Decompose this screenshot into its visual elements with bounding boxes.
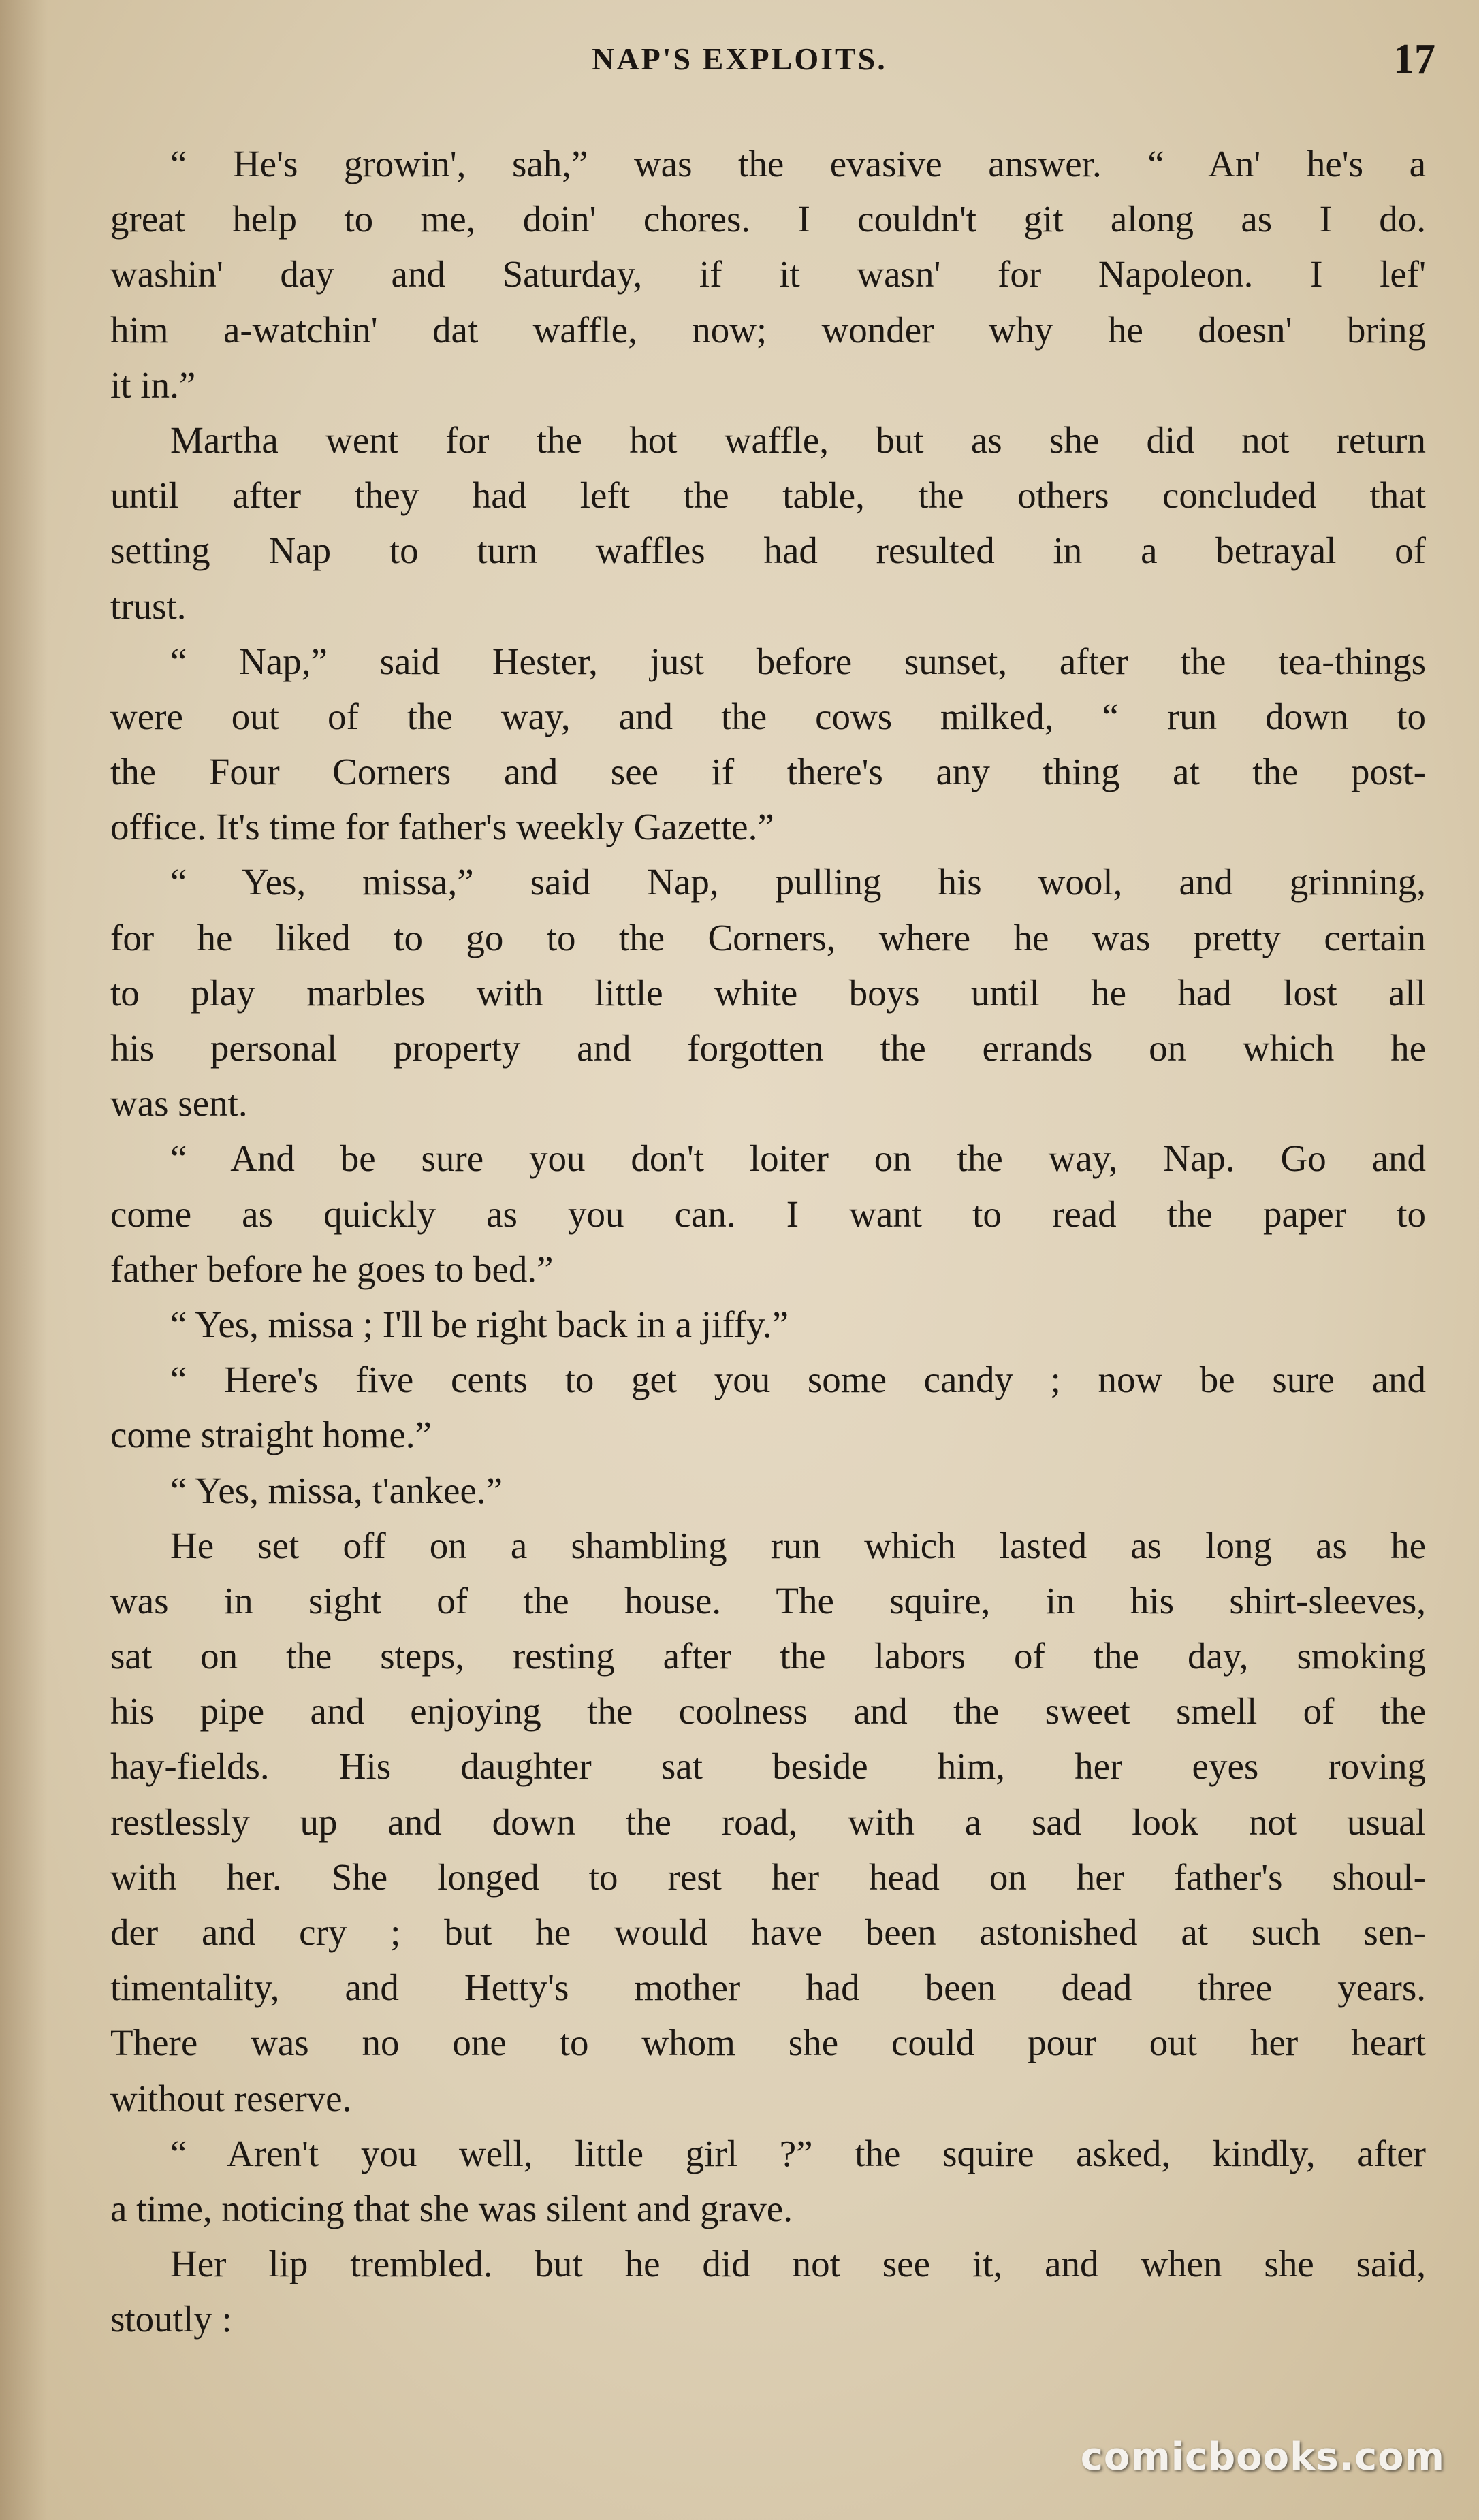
text-line: a time, noticing that she was silent and grave.	[110, 2187, 793, 2229]
text-line: stoutly :	[110, 2298, 232, 2340]
text-line: setting Nap to turn waffles had resulted in a betrayal of	[110, 530, 1426, 572]
text-line: his personal property and forgotten the errands on which he	[110, 1027, 1426, 1069]
text-line: until after they had left the table, the others concluded that	[110, 474, 1426, 517]
text-line: timentality, and Hetty's mother had been dead three years.	[110, 1967, 1426, 2009]
text-line: “ Nap,” said Hester, just before sunset, after the tea-things	[170, 640, 1426, 682]
text-line: with her. She longed to rest her head on her father's shoul-	[110, 1856, 1426, 1898]
text-line: restlessly up and down the road, with a sad look not usual	[110, 1800, 1426, 1843]
text-line: “ Yes, missa ; I'll be right back in a jiffy.”	[170, 1303, 789, 1345]
text-line: “ Yes, missa,” said Nap, pulling his wool, and grinning,	[170, 861, 1426, 903]
text-line: He set off on a shambling run which lasted as long as he	[170, 1524, 1426, 1566]
text-line: office. It's time for father's weekly Gazette.”	[110, 806, 774, 848]
text-line: to play marbles with little white boys until he had lost all	[110, 971, 1426, 1014]
text-line: trust.	[110, 585, 187, 627]
text-line: for he liked to go to the Corners, where he was pretty certain	[110, 916, 1426, 958]
text-line: his pipe and enjoying the coolness and the sweet smell of the	[110, 1690, 1426, 1732]
running-title: NAP'S EXPLOITS.	[592, 42, 887, 76]
text-line: it in.”	[110, 364, 196, 406]
page-number: 17	[1393, 36, 1435, 82]
text-line: was in sight of the house. The squire, in his shirt-sleeves,	[110, 1579, 1426, 1621]
text-line: “ Aren't you well, little girl ?” the squire asked, kindly, after	[170, 2132, 1426, 2174]
text-line: come as quickly as you can. I want to read the paper to	[110, 1193, 1426, 1235]
text-line: Martha went for the hot waffle, but as she did not return	[170, 419, 1426, 461]
text-line: “ Here's five cents to get you some candy ; now be sure and	[170, 1359, 1426, 1401]
text-line: him a-watchin' dat waffle, now; wonder why he doesn' bring	[110, 308, 1426, 351]
watermark: comicbooks.com	[1080, 2435, 1445, 2479]
text-line: der and cry ; but he would have been astonished at such sen-	[110, 1911, 1426, 1953]
text-line: without reserve.	[110, 2077, 352, 2119]
text-line: sat on the steps, resting after the labors of the day, smoking	[110, 1635, 1426, 1677]
text-line: hay-fields. His daughter sat beside him, her eyes roving	[110, 1745, 1426, 1788]
text-line: come straight home.”	[110, 1414, 432, 1456]
text-line: the Four Corners and see if there's any thing at the post-	[110, 751, 1426, 793]
text-line: great help to me, doin' chores. I couldn't git along as I do.	[110, 198, 1426, 240]
text-line: father before he goes to bed.”	[110, 1248, 554, 1290]
text-line: were out of the way, and the cows milked, “ run down to	[110, 695, 1426, 737]
body-text	[110, 136, 1426, 2347]
running-head	[0, 36, 1479, 95]
text-line: “ He's growin', sah,” was the evasive answer. “ An' he's a	[170, 143, 1426, 184]
text-line: Her lip trembled. but he did not see it, and when she said,	[170, 2243, 1426, 2285]
text-line: “ And be sure you don't loiter on the way, Nap. Go and	[170, 1137, 1426, 1180]
text-line: was sent.	[110, 1082, 248, 1125]
text-line: “ Yes, missa, t'ankee.”	[170, 1469, 503, 1511]
text-line: washin' day and Saturday, if it wasn' for Napoleon. I lef'	[110, 253, 1426, 295]
text-line: There was no one to whom she could pour out her heart	[110, 2022, 1426, 2064]
page-gutter-shadow	[0, 0, 48, 2520]
